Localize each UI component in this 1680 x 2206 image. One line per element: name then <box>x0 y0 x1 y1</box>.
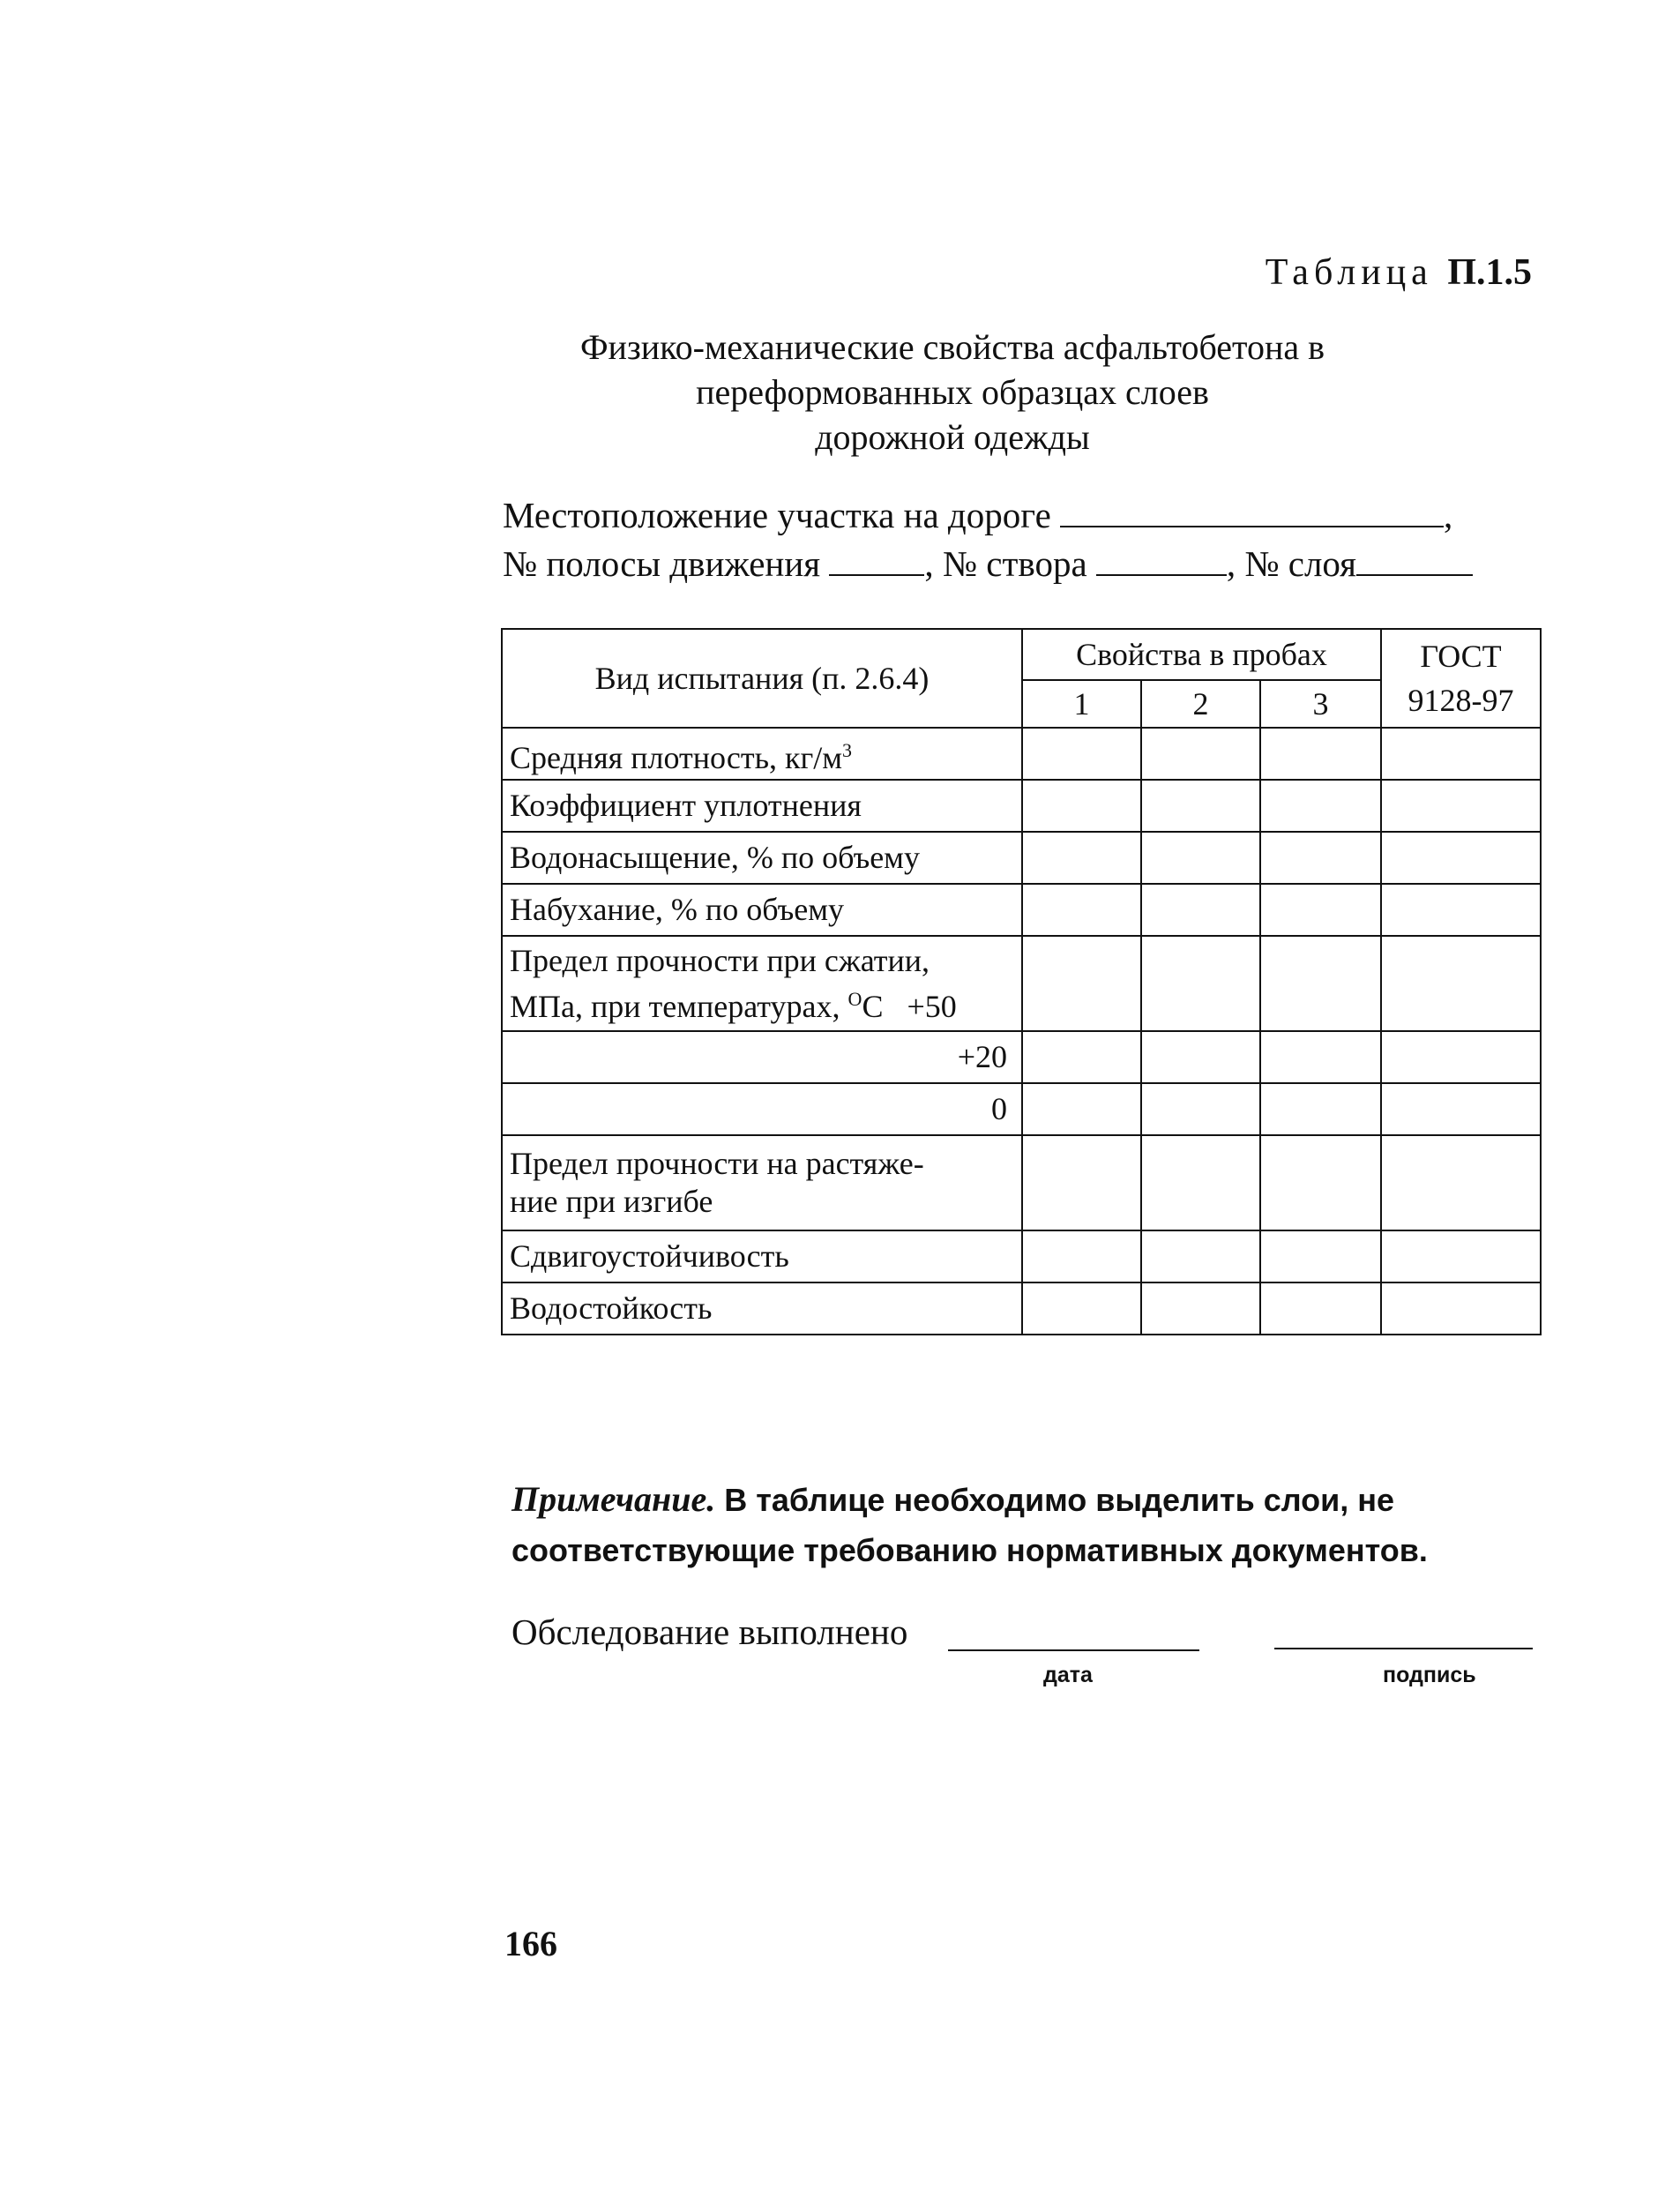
row-label-degree: O <box>847 987 862 1010</box>
header-gost-text: ГОСТ 9128-97 <box>1407 639 1514 718</box>
row-label <box>502 936 1022 1031</box>
table-row <box>502 832 1541 884</box>
row-label-line-2 <box>510 980 1014 1026</box>
sample-cell[interactable] <box>1022 780 1141 832</box>
location-blank <box>1060 499 1444 527</box>
row-label <box>502 1135 1022 1230</box>
row-label-line-2-temp: С +50 <box>862 988 957 1024</box>
sample-cell[interactable] <box>1260 1135 1381 1230</box>
sample-cell[interactable] <box>1141 1031 1260 1083</box>
row-label-line-1: Предел прочности при сжатии, <box>510 942 930 978</box>
sample-cell[interactable] <box>1022 1135 1141 1230</box>
sample-cell[interactable] <box>1260 1230 1381 1282</box>
sample-cell[interactable] <box>1141 1230 1260 1282</box>
table-row <box>502 780 1541 832</box>
note-body: В таблице необходимо выделить слои, не соответствующие требованию нормативных документов. <box>511 1482 1428 1568</box>
table-row <box>502 1282 1541 1335</box>
table-row <box>502 936 1541 1031</box>
table-row <box>502 1083 1541 1135</box>
gost-cell[interactable] <box>1381 1230 1541 1282</box>
lane-label: № полосы движения <box>503 543 821 584</box>
layer-label: № слоя <box>1244 543 1357 584</box>
sample-col-1: 1 <box>1022 680 1141 728</box>
row-label-line-2: ние при изгибе <box>510 1184 713 1219</box>
sample-cell[interactable] <box>1022 1230 1141 1282</box>
table-word: Таблица <box>1265 252 1433 293</box>
sample-cell[interactable] <box>1141 1135 1260 1230</box>
signature-line[interactable] <box>1274 1648 1533 1649</box>
title-line-2: переформованных образцах слоев <box>696 372 1209 412</box>
sample-cell[interactable] <box>1141 1083 1260 1135</box>
row-label: +20 <box>502 1031 1022 1083</box>
lane-line: № полосы движения , № створа , № слоя <box>503 540 1473 588</box>
sample-cell[interactable] <box>1022 1083 1141 1135</box>
sample-col-3: 3 <box>1260 680 1381 728</box>
gost-cell[interactable] <box>1381 1083 1541 1135</box>
sample-cell[interactable] <box>1260 884 1381 936</box>
signature-caption: подпись <box>1383 1663 1476 1687</box>
gost-cell[interactable] <box>1381 728 1541 780</box>
location-line: Местоположение участка на дороге , <box>503 495 1453 535</box>
sample-cell[interactable] <box>1260 832 1381 884</box>
row-label: Водостойкость <box>502 1282 1022 1335</box>
header-gost <box>1381 629 1541 728</box>
table-row <box>502 728 1541 780</box>
sample-cell[interactable] <box>1022 832 1141 884</box>
sample-cell[interactable] <box>1141 832 1260 884</box>
date-caption: дата <box>1043 1663 1093 1687</box>
gost-cell[interactable] <box>1381 1135 1541 1230</box>
sample-cell[interactable] <box>1022 1282 1141 1335</box>
table-label <box>1266 251 1532 294</box>
sample-cell[interactable] <box>1141 884 1260 936</box>
sample-cell[interactable] <box>1022 936 1141 1031</box>
sample-cell[interactable] <box>1260 728 1381 780</box>
date-line[interactable] <box>948 1649 1199 1651</box>
row-label: Сдвигоустойчивость <box>502 1230 1022 1282</box>
row-label-line-1: Предел прочности на растяже- <box>510 1146 924 1181</box>
title-line-1: Физико-механические свойства асфальтобетона в <box>579 327 1325 367</box>
table-row <box>502 1135 1541 1230</box>
section-blank <box>1096 548 1227 576</box>
sample-cell[interactable] <box>1260 1282 1381 1335</box>
sample-cell[interactable] <box>1141 936 1260 1031</box>
sample-cell[interactable] <box>1022 1031 1141 1083</box>
location-label: Местоположение участка на дороге <box>503 495 1051 535</box>
note <box>511 1474 1543 1575</box>
title-line-3: дорожной одежды <box>815 417 1090 457</box>
layer-blank <box>1356 548 1473 576</box>
table-row <box>502 1230 1541 1282</box>
row-label-text: Средняя плотность, кг/м <box>510 739 843 775</box>
sample-cell[interactable] <box>1141 780 1260 832</box>
gost-cell[interactable] <box>1381 1031 1541 1083</box>
properties-table <box>501 628 1542 1335</box>
gost-cell[interactable] <box>1381 884 1541 936</box>
table-number: П.1.5 <box>1447 252 1532 293</box>
sample-cell[interactable] <box>1141 1282 1260 1335</box>
sample-cell[interactable] <box>1022 728 1141 780</box>
note-title: Примечание. <box>511 1479 716 1519</box>
table-row <box>502 1031 1541 1083</box>
row-label: Коэффициент уплотнения <box>502 780 1022 832</box>
gost-cell[interactable] <box>1381 832 1541 884</box>
section-label: № створа <box>942 543 1087 584</box>
survey-label: Обследование выполнено <box>511 1612 908 1652</box>
row-label: 0 <box>502 1083 1022 1135</box>
sample-cell[interactable] <box>1260 1031 1381 1083</box>
sample-cell[interactable] <box>1260 780 1381 832</box>
location-info <box>503 491 1473 588</box>
row-label-line-2-text: МПа, при температурах, <box>510 988 848 1024</box>
header-properties: Свойства в пробах <box>1022 629 1381 680</box>
table-row <box>502 884 1541 936</box>
row-label: Водонасыщение, % по объему <box>502 832 1022 884</box>
table-header-row <box>502 629 1541 680</box>
document-title <box>494 325 1411 460</box>
gost-cell[interactable] <box>1381 1282 1541 1335</box>
row-label-sup: 3 <box>842 738 853 761</box>
sample-cell[interactable] <box>1141 728 1260 780</box>
sample-col-2: 2 <box>1141 680 1260 728</box>
row-label: Набухание, % по объему <box>502 884 1022 936</box>
sample-cell[interactable] <box>1260 1083 1381 1135</box>
row-label <box>502 728 1022 780</box>
gost-cell[interactable] <box>1381 936 1541 1031</box>
lane-blank <box>829 548 924 576</box>
header-test-type: Вид испытания (п. 2.6.4) <box>502 629 1022 728</box>
sample-cell[interactable] <box>1022 884 1141 936</box>
sample-cell[interactable] <box>1260 936 1381 1031</box>
gost-cell[interactable] <box>1381 780 1541 832</box>
page-number: 166 <box>504 1924 557 1963</box>
